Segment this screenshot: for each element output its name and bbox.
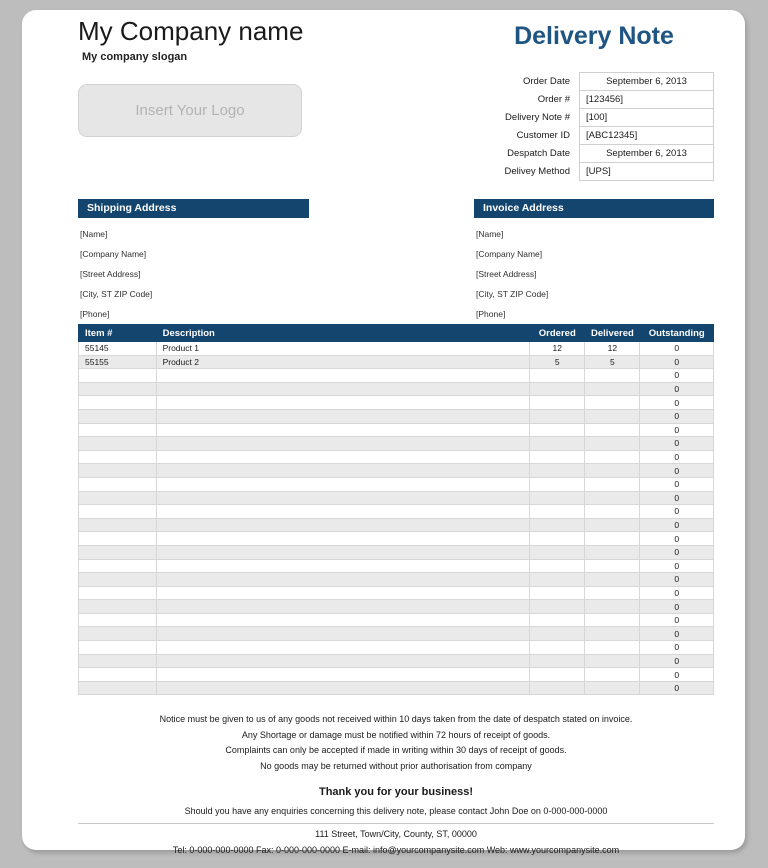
items-table-body [79,342,714,695]
address-line: [City, ST ZIP Code] [80,289,153,299]
items-column-header: Item # [79,325,157,342]
items-column-header: Description [156,325,530,342]
document-page [22,10,745,855]
items-cell-item[interactable] [79,654,157,668]
address-line: [Street Address] [476,269,537,279]
table-row[interactable] [79,627,714,641]
items-cell-delivered[interactable] [585,477,640,491]
items-cell-outstanding[interactable]: 0 [640,586,714,600]
items-cell-item[interactable] [79,450,157,464]
items-column-header: Outstanding [640,325,714,342]
items-cell-item[interactable] [79,382,157,396]
items-cell-outstanding[interactable]: 0 [640,600,714,614]
items-cell-delivered[interactable] [585,491,640,505]
table-row[interactable] [79,450,714,464]
table-row[interactable] [79,532,714,546]
items-cell-delivered[interactable] [585,369,640,383]
items-cell-ordered[interactable] [530,600,585,614]
items-cell-outstanding[interactable]: 0 [640,668,714,682]
items-cell-outstanding[interactable]: 0 [640,491,714,505]
items-cell-ordered[interactable] [530,450,585,464]
order-meta-value[interactable]: [UPS] [580,163,714,181]
items-cell-ordered[interactable] [530,464,585,478]
items-cell-item[interactable] [79,545,157,559]
items-cell-description[interactable]: Product 1 [156,342,530,356]
items-cell-ordered[interactable] [530,396,585,410]
items-cell-description[interactable] [156,396,530,410]
address-line: [City, ST ZIP Code] [476,289,549,299]
table-row[interactable] [79,355,714,369]
notice-line: Complaints can only be accepted if made in writing within 30 days of receipt of goods. [225,745,567,755]
table-row[interactable] [79,342,714,356]
table-row[interactable] [79,681,714,695]
items-cell-description[interactable] [156,437,530,451]
address-line: [Street Address] [80,269,141,279]
items-cell-item[interactable] [79,437,157,451]
items-cell-delivered[interactable] [585,681,640,695]
items-cell-description[interactable] [156,409,530,423]
items-cell-ordered[interactable] [530,369,585,383]
items-cell-item[interactable] [79,491,157,505]
footer-divider [78,823,714,824]
order-meta-row [474,163,714,181]
table-row[interactable] [79,600,714,614]
items-cell-ordered[interactable] [530,518,585,532]
order-meta-value[interactable]: September 6, 2013 [580,73,714,91]
items-cell-ordered[interactable] [530,409,585,423]
items-cell-outstanding[interactable]: 0 [640,464,714,478]
logo-placeholder-label: Insert Your Logo [135,102,245,119]
items-header-row [79,325,714,342]
items-cell-outstanding[interactable]: 0 [640,342,714,356]
table-row[interactable] [79,559,714,573]
items-cell-description[interactable] [156,545,530,559]
items-cell-outstanding[interactable]: 0 [640,423,714,437]
items-cell-delivered[interactable] [585,573,640,587]
items-cell-delivered[interactable] [585,627,640,641]
table-row[interactable] [79,641,714,655]
items-cell-description[interactable] [156,382,530,396]
items-cell-outstanding[interactable]: 0 [640,382,714,396]
items-cell-item[interactable] [79,396,157,410]
order-meta-label: Delivery Note # [505,112,570,123]
items-cell-description[interactable] [156,654,530,668]
table-row[interactable] [79,423,714,437]
items-cell-item[interactable] [79,627,157,641]
items-cell-item[interactable] [79,477,157,491]
table-row[interactable] [79,437,714,451]
items-cell-delivered[interactable] [585,450,640,464]
items-cell-outstanding[interactable]: 0 [640,573,714,587]
items-cell-item[interactable] [79,613,157,627]
items-cell-delivered[interactable] [585,437,640,451]
items-cell-delivered[interactable] [585,668,640,682]
order-meta-label: Customer ID [516,130,570,141]
table-row[interactable] [79,382,714,396]
items-cell-outstanding[interactable]: 0 [640,641,714,655]
order-meta-value[interactable]: [123456] [580,91,714,109]
items-cell-ordered[interactable] [530,668,585,682]
order-meta-row [474,109,714,127]
items-cell-item[interactable] [79,464,157,478]
items-cell-delivered[interactable] [585,505,640,519]
items-cell-description[interactable] [156,423,530,437]
invoice-address-block [474,199,714,319]
table-row[interactable] [79,668,714,682]
enquiry-message: Should you have any enquiries concerning this delivery note, please contact John Doe on 0-000-000-0000 [184,806,608,816]
shipping-address-block [78,199,309,319]
items-cell-description[interactable]: Product 2 [156,355,530,369]
items-table [78,324,714,695]
items-cell-description[interactable] [156,559,530,573]
items-cell-outstanding[interactable]: 0 [640,559,714,573]
table-row[interactable] [79,409,714,423]
items-cell-description[interactable] [156,641,530,655]
items-cell-item[interactable] [79,641,157,655]
company-header [78,18,408,63]
items-cell-outstanding[interactable]: 0 [640,437,714,451]
items-cell-delivered[interactable] [585,409,640,423]
items-cell-delivered[interactable] [585,396,640,410]
order-meta-row [474,73,714,91]
items-cell-item[interactable] [79,369,157,383]
table-row[interactable] [79,613,714,627]
address-line: [Name] [476,229,504,239]
items-cell-ordered[interactable] [530,545,585,559]
footer-address: 111 Street, Town/City, County, ST, 00000 [315,829,477,839]
items-cell-item[interactable]: 55155 [79,355,157,369]
address-line: [Phone] [80,309,110,319]
items-cell-ordered[interactable] [530,681,585,695]
items-cell-delivered[interactable] [585,518,640,532]
table-row[interactable] [79,586,714,600]
items-cell-ordered[interactable] [530,641,585,655]
shipping-address-lines [78,229,309,319]
notice-line: Any Shortage or damage must be notified within 72 hours of receipt of goods. [241,729,551,740]
items-cell-outstanding[interactable]: 0 [640,477,714,491]
table-row[interactable] [79,477,714,491]
table-row[interactable] [79,518,714,532]
table-row[interactable] [79,573,714,587]
items-cell-item[interactable] [79,505,157,519]
items-cell-delivered[interactable] [585,423,640,437]
items-cell-delivered[interactable] [585,559,640,573]
items-cell-item[interactable] [79,423,157,437]
shipping-address-heading: Shipping Address [78,199,309,218]
order-meta-value[interactable]: September 6, 2013 [580,145,714,163]
items-cell-ordered[interactable] [530,437,585,451]
items-cell-ordered[interactable] [530,573,585,587]
order-meta-label: Despatch Date [507,148,570,159]
items-cell-outstanding[interactable]: 0 [640,627,714,641]
items-cell-description[interactable] [156,532,530,546]
items-cell-description[interactable] [156,573,530,587]
items-table-head [79,325,714,342]
items-cell-ordered[interactable] [530,586,585,600]
items-cell-description[interactable] [156,586,530,600]
items-cell-outstanding[interactable]: 0 [640,450,714,464]
items-cell-description[interactable] [156,613,530,627]
items-cell-outstanding[interactable]: 0 [640,505,714,519]
items-cell-outstanding[interactable]: 0 [640,613,714,627]
items-cell-outstanding[interactable]: 0 [640,369,714,383]
items-cell-item[interactable] [79,573,157,587]
items-cell-ordered[interactable] [530,613,585,627]
items-cell-delivered[interactable] [585,532,640,546]
items-cell-outstanding[interactable]: 0 [640,409,714,423]
order-meta-row [474,127,714,145]
logo-placeholder[interactable] [78,84,302,137]
invoice-address-lines [474,229,714,319]
items-cell-item[interactable] [79,681,157,695]
items-cell-delivered[interactable] [585,613,640,627]
items-cell-item[interactable] [79,559,157,573]
items-cell-delivered[interactable] [585,600,640,614]
items-column-header: Ordered [530,325,585,342]
items-cell-item[interactable] [79,518,157,532]
items-cell-ordered[interactable] [530,627,585,641]
items-cell-outstanding[interactable]: 0 [640,518,714,532]
items-cell-ordered[interactable] [530,423,585,437]
items-cell-item[interactable]: 55145 [79,342,157,356]
items-cell-item[interactable] [79,668,157,682]
order-meta-label: Order Date [523,76,570,87]
footer-contact: Tel: 0-000-000-0000 Fax: 0-000-000-0000 E-mail: info@yourcompanysite.com Web: www.yourcompanysite.com [172,845,620,855]
table-row[interactable] [79,491,714,505]
order-meta-body [474,73,714,181]
items-cell-description[interactable] [156,518,530,532]
company-slogan: My company slogan [82,51,188,64]
address-line: [Company Name] [80,249,147,259]
document-title: Delivery Note [514,22,674,50]
items-cell-item[interactable] [79,532,157,546]
order-meta-label: Delivey Method [504,166,570,177]
items-cell-description[interactable] [156,668,530,682]
items-cell-delivered[interactable] [585,382,640,396]
items-cell-delivered[interactable] [585,586,640,600]
order-meta-value[interactable]: [100] [580,109,714,127]
items-cell-ordered[interactable]: 12 [530,342,585,356]
notice-line: No goods may be returned without prior authorisation from company [260,760,532,771]
items-cell-delivered[interactable]: 12 [585,342,640,356]
table-row[interactable] [79,369,714,383]
items-cell-outstanding[interactable]: 0 [640,355,714,369]
company-name: My Company name [78,16,304,46]
order-meta-label: Order # [537,94,570,105]
items-cell-outstanding[interactable]: 0 [640,396,714,410]
items-cell-outstanding[interactable]: 0 [640,532,714,546]
address-line: [Phone] [476,309,506,319]
notice-block [78,712,714,774]
items-column-header: Delivered [585,325,640,342]
items-cell-description[interactable] [156,627,530,641]
items-cell-description[interactable] [156,464,530,478]
items-cell-ordered[interactable] [530,477,585,491]
items-cell-ordered[interactable] [530,532,585,546]
table-row[interactable] [79,654,714,668]
items-cell-description[interactable] [156,450,530,464]
items-cell-delivered[interactable] [585,654,640,668]
invoice-address-heading: Invoice Address [474,199,714,218]
items-cell-description[interactable] [156,369,530,383]
table-row[interactable] [79,545,714,559]
order-meta-value[interactable]: [ABC12345] [580,127,714,145]
items-cell-ordered[interactable]: 5 [530,355,585,369]
table-row[interactable] [79,396,714,410]
thanks-message: Thank you for your business! [318,786,474,798]
items-cell-description[interactable] [156,681,530,695]
items-cell-ordered[interactable] [530,491,585,505]
items-cell-outstanding[interactable]: 0 [640,681,714,695]
address-line: [Company Name] [476,249,543,259]
items-cell-delivered[interactable]: 5 [585,355,640,369]
items-cell-outstanding[interactable]: 0 [640,654,714,668]
order-meta-row [474,145,714,163]
notice-line: Notice must be given to us of any goods not received within 10 days taken from the date of despatch stated on invoice. [159,714,633,724]
items-cell-item[interactable] [79,600,157,614]
items-cell-description[interactable] [156,600,530,614]
items-cell-delivered[interactable] [585,641,640,655]
address-line: [Name] [80,229,108,239]
items-cell-delivered[interactable] [585,464,640,478]
items-cell-ordered[interactable] [530,654,585,668]
items-cell-item[interactable] [79,586,157,600]
items-cell-description[interactable] [156,491,530,505]
items-cell-description[interactable] [156,477,530,491]
items-cell-outstanding[interactable]: 0 [640,545,714,559]
order-meta-table [474,72,714,181]
order-meta-row [474,91,714,109]
table-row[interactable] [79,505,714,519]
items-cell-ordered[interactable] [530,559,585,573]
items-cell-description[interactable] [156,505,530,519]
items-cell-ordered[interactable] [530,505,585,519]
items-cell-ordered[interactable] [530,382,585,396]
items-cell-item[interactable] [79,409,157,423]
table-row[interactable] [79,464,714,478]
items-cell-delivered[interactable] [585,545,640,559]
